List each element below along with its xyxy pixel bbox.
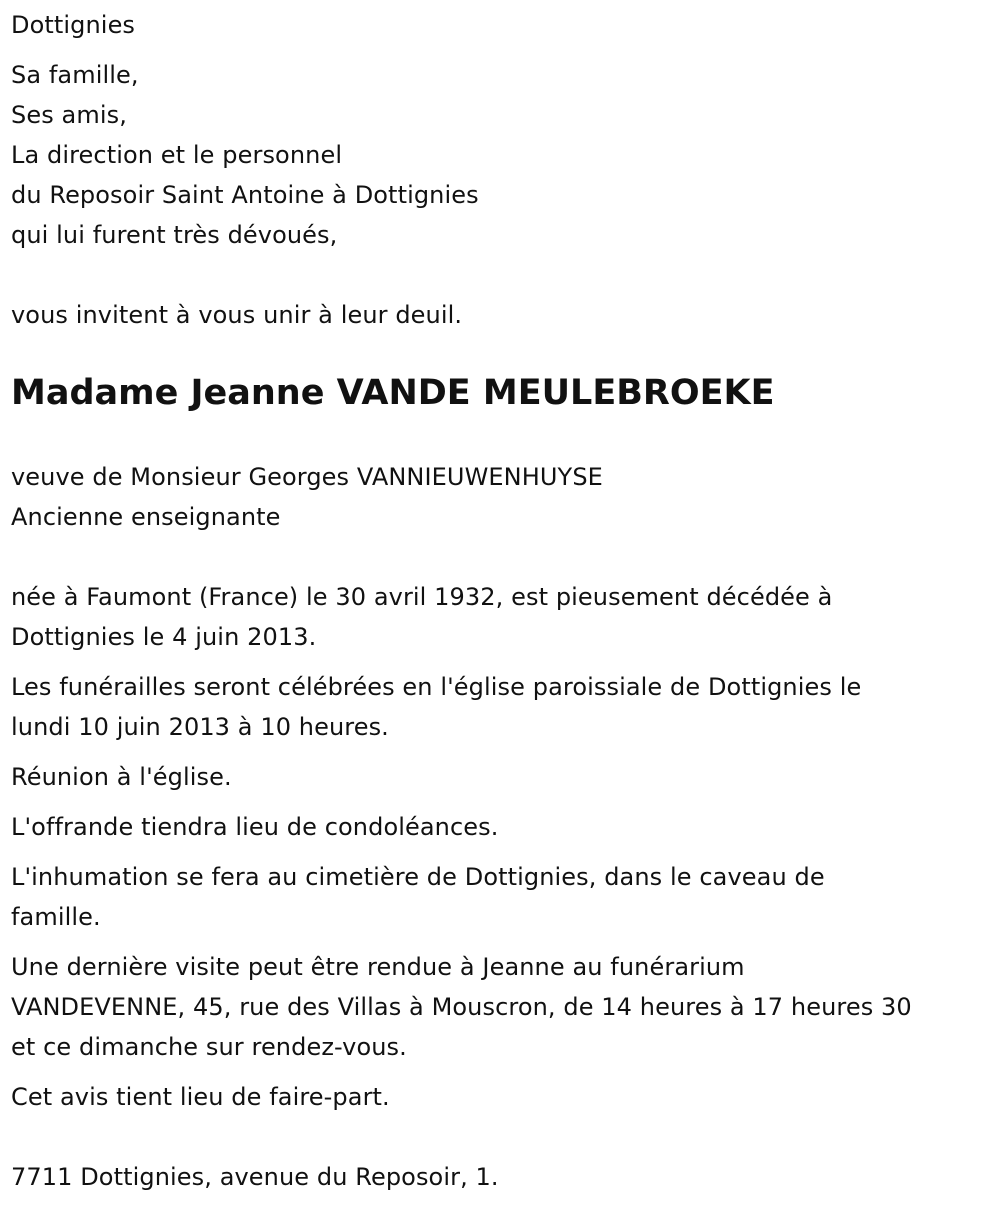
friends-line: Ses amis, — [11, 101, 127, 129]
birth-death-line: née à Faumont (France) le 30 avril 1932, est pieusement décédée à — [11, 583, 833, 611]
visit-paragraph — [11, 947, 991, 1067]
invitation-line: vous invitent à vous unir à leur deuil. — [11, 301, 463, 329]
notice-line: Cet avis tient lieu de faire-part. — [11, 1083, 390, 1111]
visit-line: Une dernière visite peut être rendue à Jeanne au funérarium — [11, 953, 745, 981]
meeting-line: Réunion à l'église. — [11, 763, 232, 791]
burial-line: famille. — [11, 903, 101, 931]
offering-line: L'offrande tiendra lieu de condoléances. — [11, 813, 499, 841]
burial-paragraph — [11, 857, 991, 937]
funeral-line: lundi 10 juin 2013 à 10 heures. — [11, 713, 389, 741]
family-block — [11, 55, 991, 255]
obituary-notice — [11, 0, 991, 1197]
occupation-line: Ancienne enseignante — [11, 503, 281, 531]
birth-death-paragraph — [11, 577, 991, 657]
funeral-line: Les funérailles seront célébrées en l'église paroissiale de Dottignies le — [11, 673, 862, 701]
address-line: 7711 Dottignies, avenue du Reposoir, 1. — [11, 1163, 499, 1191]
devoted-line: qui lui furent très dévoués, — [11, 221, 338, 249]
direction-line: La direction et le personnel — [11, 141, 343, 169]
burial-line: L'inhumation se fera au cimetière de Dottignies, dans le caveau de — [11, 863, 825, 891]
family-line: Sa famille, — [11, 61, 139, 89]
widow-of-line: veuve de Monsieur Georges VANNIEUWENHUYSE — [11, 463, 603, 491]
birth-death-line: Dottignies le 4 juin 2013. — [11, 623, 317, 651]
reposoir-line: du Reposoir Saint Antoine à Dottignies — [11, 181, 479, 209]
visit-line: et ce dimanche sur rendez-vous. — [11, 1033, 407, 1061]
location-header: Dottignies — [11, 11, 136, 39]
deceased-name: Madame Jeanne VANDE MEULEBROEKE — [11, 373, 775, 413]
visit-line: VANDEVENNE, 45, rue des Villas à Mouscron, de 14 heures à 17 heures 30 — [11, 993, 912, 1021]
deceased-info — [11, 457, 991, 537]
funeral-paragraph — [11, 667, 991, 747]
